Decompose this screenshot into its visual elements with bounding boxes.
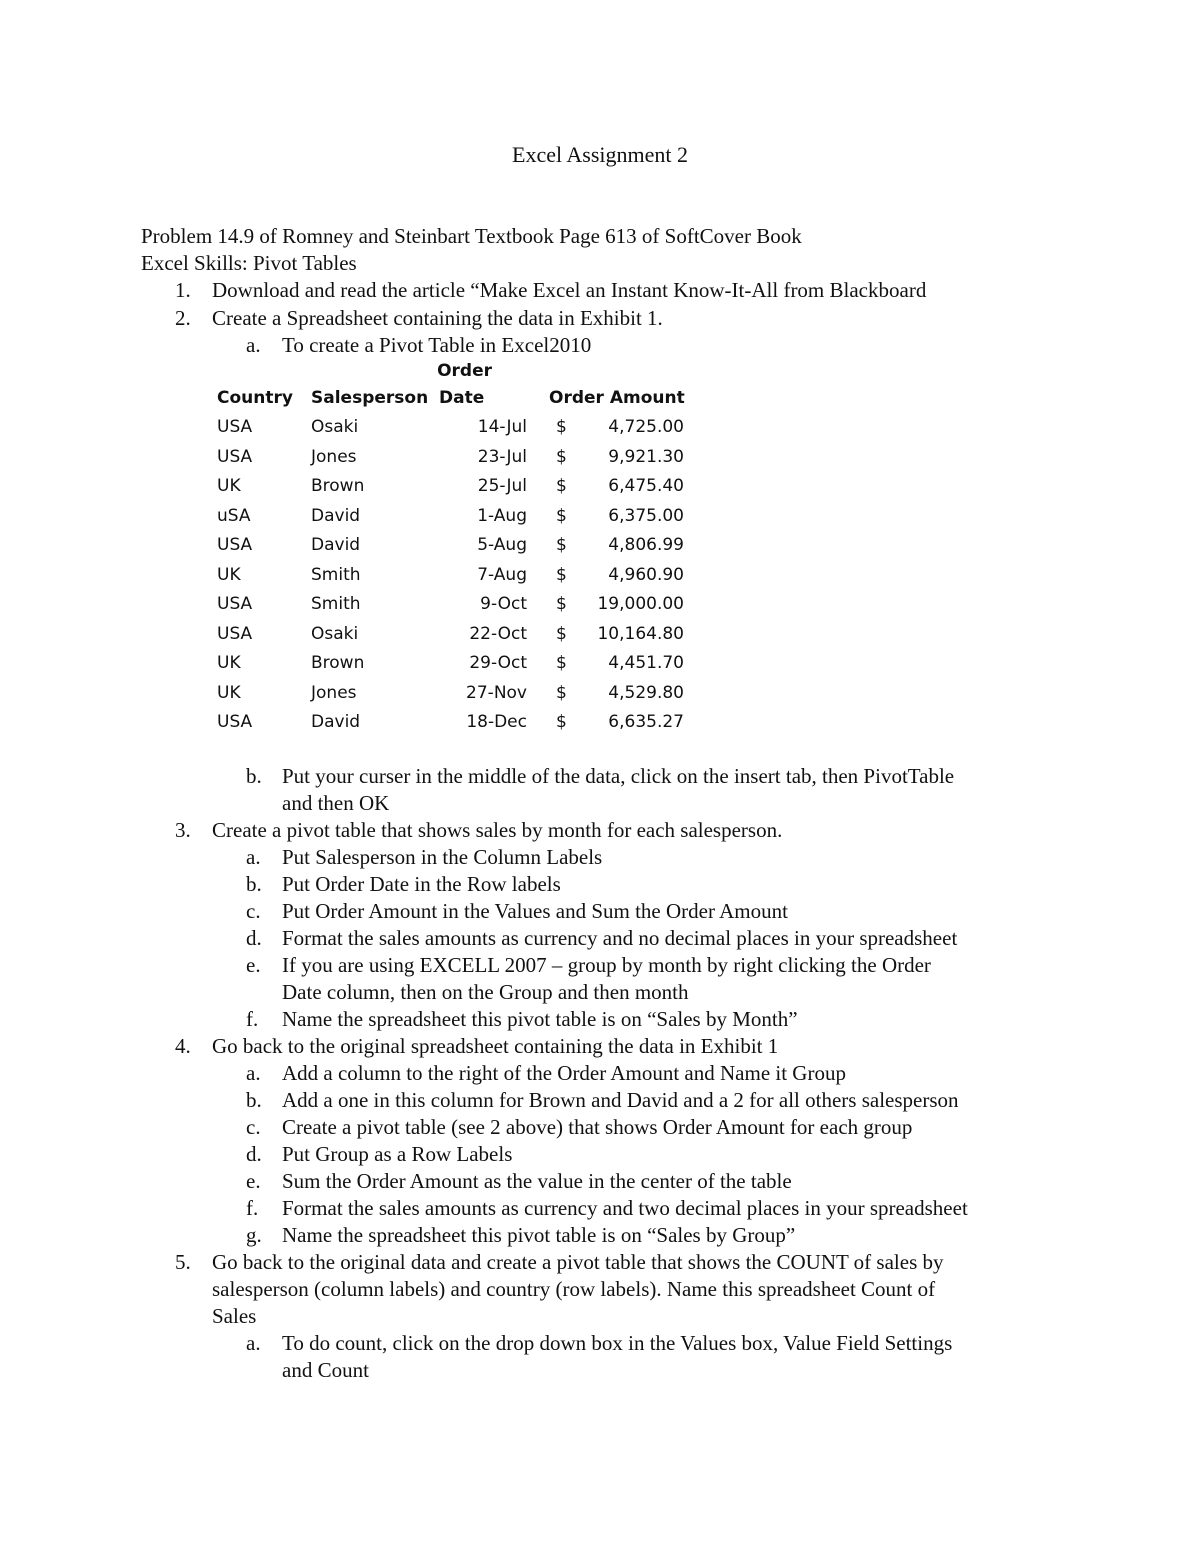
cell-currency: $ — [556, 683, 567, 703]
cell-salesperson: Jones — [311, 683, 357, 703]
cell-country: USA — [217, 712, 253, 732]
cell-order-date: 29-Oct — [469, 653, 527, 673]
list-item-step-4e — [0, 1168, 1200, 1195]
cell-order-date: 25-Jul — [477, 476, 527, 496]
substep-letter: b. — [246, 872, 262, 896]
header-country: Country — [217, 388, 293, 408]
cell-country: USA — [217, 594, 253, 614]
step-text: salesperson (column labels) and country (row labels). Name this spreadsheet Count of — [212, 1277, 936, 1301]
list-item-step-2b — [0, 763, 1200, 790]
substep-text: Put Order Date in the Row labels — [282, 872, 561, 896]
list-item-step-2b-cont — [0, 790, 1200, 817]
step-number: 4. — [175, 1034, 191, 1058]
cell-salesperson: David — [311, 535, 361, 555]
list-item-step-3e-cont — [0, 979, 1200, 1006]
step-text: Go back to the original data and create a pivot table that shows the COUNT of sales by — [212, 1250, 944, 1274]
cell-salesperson: Brown — [311, 653, 365, 673]
header-date-bottom: Date — [439, 388, 485, 408]
step-number: 1. — [175, 278, 191, 302]
cell-country: USA — [217, 417, 253, 437]
list-item-step-4c — [0, 1114, 1200, 1141]
cell-order-amount: 4,529.80 — [608, 683, 684, 703]
cell-order-amount: 4,725.00 — [608, 417, 684, 437]
substep-letter: c. — [246, 899, 261, 923]
list-item-step-1 — [0, 277, 1200, 304]
cell-order-amount: 6,635.27 — [608, 712, 684, 732]
list-item-step-3d — [0, 925, 1200, 952]
header-salesperson: Salesperson — [311, 388, 429, 408]
substep-letter: a. — [246, 1331, 261, 1355]
substep-letter: a. — [246, 1061, 261, 1085]
substep-letter: c. — [246, 1115, 261, 1139]
substep-letter: f. — [246, 1007, 259, 1031]
list-item-step-4g — [0, 1222, 1200, 1249]
cell-currency: $ — [556, 417, 567, 437]
substep-letter: d. — [246, 926, 262, 950]
substep-text: Name the spreadsheet this pivot table is on “Sales by Group” — [282, 1223, 796, 1247]
list-item-step-2 — [0, 305, 1200, 332]
substep-letter: f. — [246, 1196, 259, 1220]
cell-currency: $ — [556, 447, 567, 467]
cell-order-amount: 4,960.90 — [608, 565, 684, 585]
substep-text: and Count — [282, 1358, 369, 1382]
cell-currency: $ — [556, 506, 567, 526]
substep-letter: a. — [246, 845, 261, 869]
cell-country: UK — [217, 683, 241, 703]
cell-order-date: 18-Dec — [466, 712, 527, 732]
substep-text: Add a column to the right of the Order Amount and Name it Group — [282, 1061, 846, 1085]
substep-text: Format the sales amounts as currency and no decimal places in your spreadsheet — [282, 926, 958, 950]
cell-order-date: 23-Jul — [477, 447, 527, 467]
substep-text: Date column, then on the Group and then month — [282, 980, 689, 1004]
substep-letter: e. — [246, 1169, 261, 1193]
substep-letter: b. — [246, 764, 262, 788]
cell-order-date: 22-Oct — [469, 624, 527, 644]
step-number: 2. — [175, 306, 191, 330]
cell-order-amount: 10,164.80 — [597, 624, 684, 644]
substep-text: Put Group as a Row Labels — [282, 1142, 513, 1166]
substep-text: Sum the Order Amount as the value in the center of the table — [282, 1169, 792, 1193]
cell-currency: $ — [556, 712, 567, 732]
list-item-step-5a-cont — [0, 1357, 1200, 1384]
substep-text: To do count, click on the drop down box in the Values box, Value Field Settings — [282, 1331, 953, 1355]
cell-order-amount: 9,921.30 — [608, 447, 684, 467]
header-date-top: Order — [437, 361, 492, 381]
substep-letter: b. — [246, 1088, 262, 1112]
intro-skills-line: Excel Skills: Pivot Tables — [141, 251, 357, 275]
cell-currency: $ — [556, 594, 567, 614]
cell-order-amount: 6,375.00 — [608, 506, 684, 526]
list-item-step-3 — [0, 817, 1200, 844]
step-number: 3. — [175, 818, 191, 842]
cell-country: UK — [217, 565, 241, 585]
page-title: Excel Assignment 2 — [512, 142, 688, 167]
cell-salesperson: Smith — [311, 565, 361, 585]
cell-salesperson: David — [311, 712, 361, 732]
step-text: Create a Spreadsheet containing the data in Exhibit 1. — [212, 306, 663, 330]
list-item-step-2a — [0, 332, 1200, 359]
cell-salesperson: Brown — [311, 476, 365, 496]
cell-salesperson: David — [311, 506, 361, 526]
cell-order-date: 27-Nov — [466, 683, 527, 703]
cell-order-amount: 4,806.99 — [608, 535, 684, 555]
cell-order-amount: 6,475.40 — [608, 476, 684, 496]
cell-country: UK — [217, 653, 241, 673]
list-item-step-5-cont2 — [0, 1303, 1200, 1330]
list-item-step-3b — [0, 871, 1200, 898]
cell-order-date: 9-Oct — [480, 594, 527, 614]
substep-letter: e. — [246, 953, 261, 977]
cell-salesperson: Jones — [311, 447, 357, 467]
cell-order-amount: 19,000.00 — [597, 594, 684, 614]
list-item-step-3c — [0, 898, 1200, 925]
step-text: Go back to the original spreadsheet containing the data in Exhibit 1 — [212, 1034, 779, 1058]
cell-country: uSA — [217, 506, 251, 526]
cell-currency: $ — [556, 476, 567, 496]
cell-currency: $ — [556, 624, 567, 644]
step-number: 5. — [175, 1250, 191, 1274]
list-item-step-3f — [0, 1006, 1200, 1033]
substep-text: and then OK — [282, 791, 390, 815]
substep-text: Add a one in this column for Brown and David and a 2 for all others salesperson — [282, 1088, 959, 1112]
cell-currency: $ — [556, 653, 567, 673]
cell-order-date: 7-Aug — [477, 565, 527, 585]
header-order-amount: Order Amount — [549, 388, 685, 408]
cell-order-date: 5-Aug — [477, 535, 527, 555]
substep-letter: a. — [246, 333, 261, 357]
list-item-step-3e — [0, 952, 1200, 979]
substep-text: Put Salesperson in the Column Labels — [282, 845, 603, 869]
list-item-step-4f — [0, 1195, 1200, 1222]
step-text: Download and read the article “Make Excel an Instant Know-It-All from Blackboard — [212, 278, 927, 302]
step-text: Create a pivot table that shows sales by month for each salesperson. — [212, 818, 783, 842]
list-item-step-5-cont1 — [0, 1276, 1200, 1303]
cell-salesperson: Smith — [311, 594, 361, 614]
list-item-step-5a — [0, 1330, 1200, 1357]
cell-salesperson: Osaki — [311, 417, 359, 437]
list-item-step-4 — [0, 1033, 1200, 1060]
cell-currency: $ — [556, 535, 567, 555]
cell-order-date: 14-Jul — [477, 417, 527, 437]
substep-text: If you are using EXCELL 2007 – group by month by right clicking the Order — [282, 953, 931, 977]
substep-text: Create a pivot table (see 2 above) that shows Order Amount for each group — [282, 1115, 913, 1139]
list-item-step-4b — [0, 1087, 1200, 1114]
cell-order-amount: 4,451.70 — [608, 653, 684, 673]
step-text: Sales — [212, 1304, 257, 1328]
substep-text: Put your curser in the middle of the data, click on the insert tab, then PivotTable — [282, 764, 955, 788]
cell-country: UK — [217, 476, 241, 496]
substep-letter: g. — [246, 1223, 262, 1247]
cell-currency: $ — [556, 565, 567, 585]
list-item-step-3a — [0, 844, 1200, 871]
cell-country: USA — [217, 535, 253, 555]
intro-problem-line: Problem 14.9 of Romney and Steinbart Textbook Page 613 of SoftCover Book — [141, 224, 802, 248]
substep-text: Name the spreadsheet this pivot table is on “Sales by Month” — [282, 1007, 798, 1031]
list-item-step-5 — [0, 1249, 1200, 1276]
cell-salesperson: Osaki — [311, 624, 359, 644]
substep-text: Put Order Amount in the Values and Sum the Order Amount — [282, 899, 788, 923]
substep-text: To create a Pivot Table in Excel2010 — [282, 333, 592, 357]
cell-country: USA — [217, 447, 253, 467]
cell-order-date: 1-Aug — [477, 506, 527, 526]
list-item-step-4a — [0, 1060, 1200, 1087]
list-item-step-4d — [0, 1141, 1200, 1168]
substep-letter: d. — [246, 1142, 262, 1166]
substep-text: Format the sales amounts as currency and two decimal places in your spreadsheet — [282, 1196, 968, 1220]
cell-country: USA — [217, 624, 253, 644]
